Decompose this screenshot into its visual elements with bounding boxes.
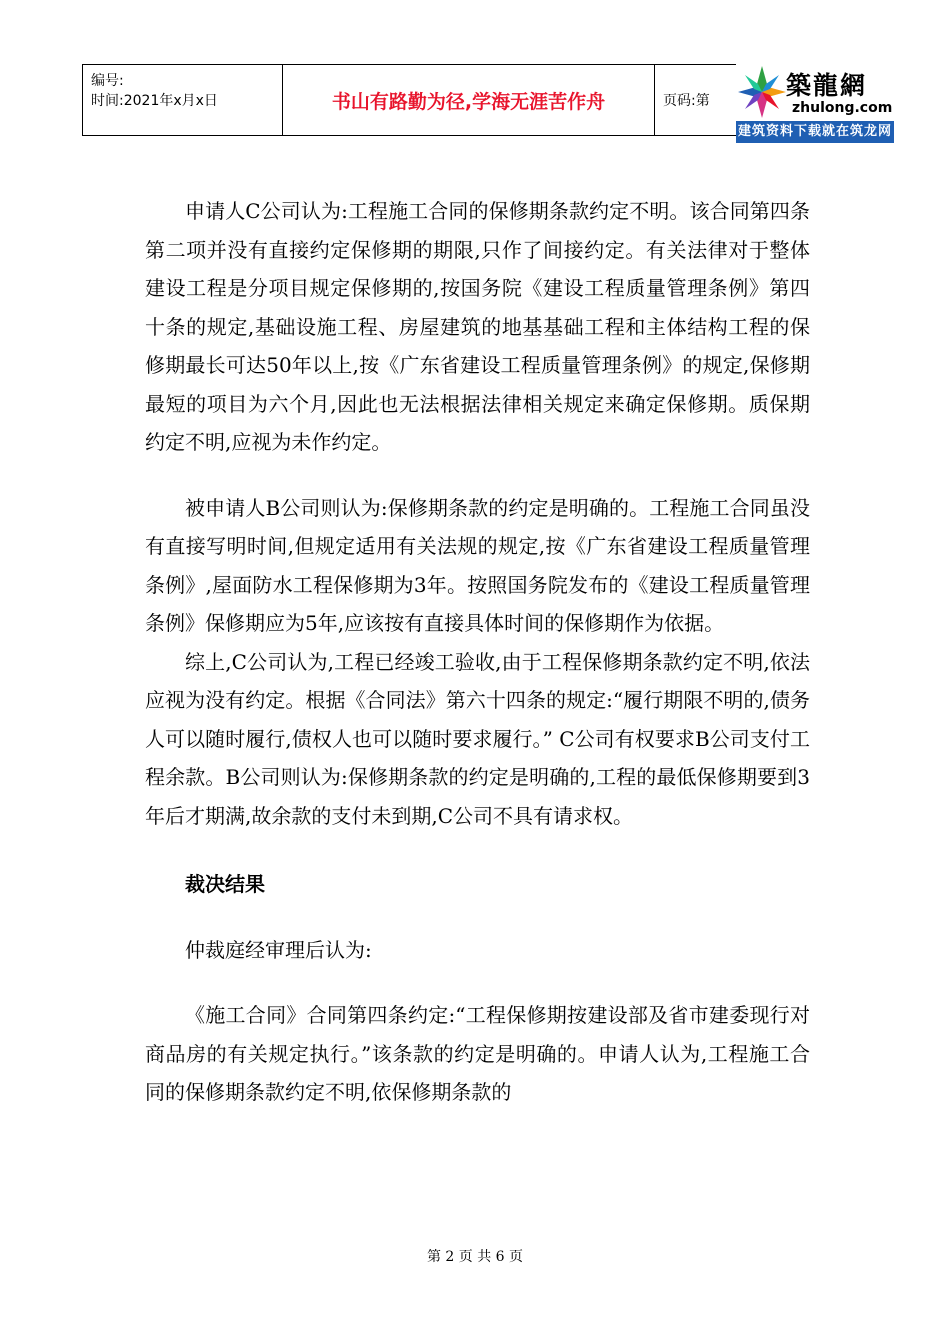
zhulong-logo [736, 64, 894, 144]
logo-brand-cn: 築龍網 [786, 71, 868, 100]
header-table [82, 64, 782, 136]
paragraph-3: 综上,C公司认为,工程已经竣工验收,由于工程保修期条款约定不明,依法应视为没有约定。根据《合同法》第六十四条的规定:“履行期限不明的,债务人可以随时履行,债权人也可以随时要求履行。” C公司有权要求B公司支付工程余款。B公司则认为:保修期条款的约定是明确的,工程的最低保修期要到3年后才期满,故余款的支付未到期,C公司不具有请求权。 [145, 649, 810, 828]
motto-text: 书山有路勤为径,学海无涯苦作舟 [331, 90, 606, 113]
section-heading: 裁决结果 [185, 872, 265, 896]
header-meta-cell [83, 65, 283, 135]
logo-tagline: 建筑资料下载就在筑龙网 [736, 121, 894, 143]
logo-star-icon [736, 64, 788, 120]
paragraph-2: 被申请人B公司则认为:保修期条款的约定是明确的。工程施工合同虽没有直接写明时间,但规定适用有关法规的规定,按《广东省建设工程质量管理条例》,屋面防水工程保修期为3年。按照国务院发布的《建设工程质量管理条例》保修期应为5年,应该按有直接具体时间的保修期作为依据。 [145, 495, 810, 635]
paragraph-1: 申请人C公司认为:工程施工合同的保修期条款约定不明。该合同第四条第二项并没有直接约定保修期的期限,只作了间接约定。有关法律对于整体建设工程是分项目规定保修期的,按国务院《建设工程质量管理条例》第四十条的规定,基础设施工程、房屋建筑的地基基础工程和主体结构工程的保修期最长可达50年以上,按《广东省建设工程质量管理条例》的规定,保修期最短的项目为六个月,因此也无法根据法律相关规定来确定保修期。质保期约定不明,应视为未作约定。 [145, 199, 810, 454]
paragraph-5: 《施工合同》合同第四条约定:“工程保修期按建设部及省市建委现行对商品房的有关规定执行。”该条款的约定是明确的。申请人认为,工程施工合同的保修期条款约定不明,依保修期条款的 [145, 1003, 810, 1104]
document-body [145, 192, 810, 1112]
motto-cell [283, 65, 655, 135]
logo-brand-en: zhulong.com [792, 100, 893, 116]
page-footer: 第 2 页 共 6 页 [426, 1249, 524, 1265]
paragraph-4: 仲裁庭经审理后认为: [185, 937, 372, 962]
time-label: 时间:2021年x月x日 [91, 93, 218, 109]
page-label: 页码:第 [663, 93, 710, 109]
number-label: 编号: [91, 73, 124, 89]
